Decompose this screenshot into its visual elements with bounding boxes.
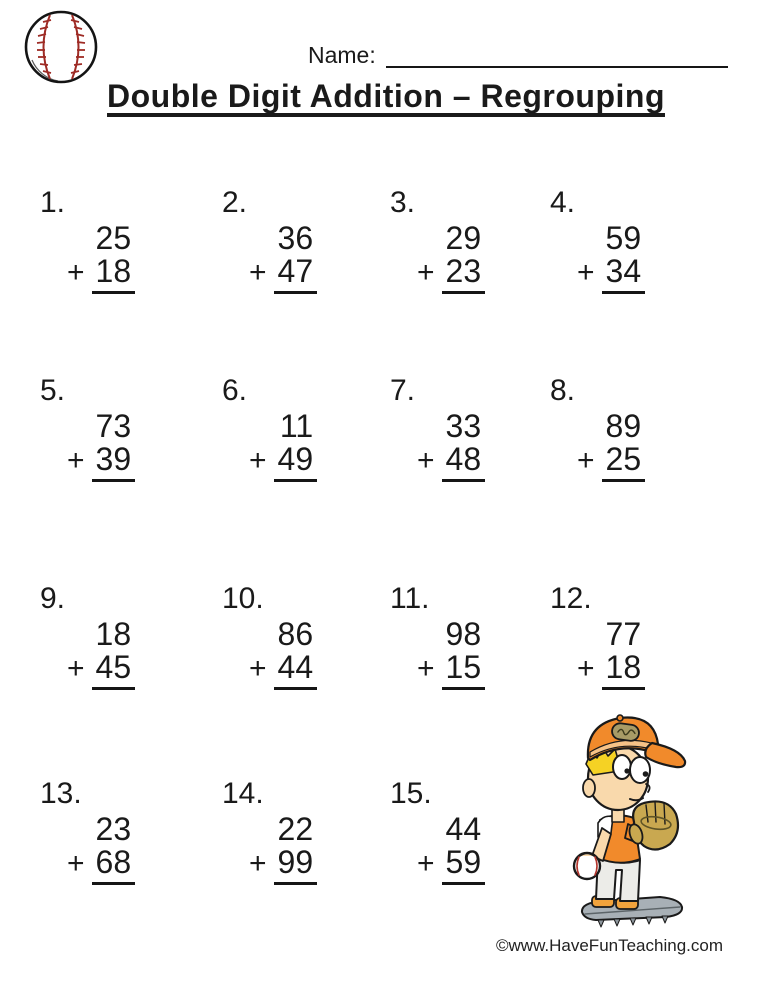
plus-sign: + — [67, 652, 85, 685]
problem-stack — [417, 410, 485, 482]
addend-bottom: 18 — [92, 255, 136, 294]
problem-number: 9. — [40, 582, 66, 615]
addend-bottom-row — [417, 255, 485, 294]
plus-sign: + — [577, 256, 595, 289]
plus-sign: + — [67, 847, 85, 880]
addend-top: 25 — [95, 220, 132, 256]
problem-cell — [546, 185, 726, 373]
problem-number: 1. — [40, 186, 66, 219]
problem-cell — [386, 373, 546, 581]
addend-bottom: 59 — [442, 846, 486, 885]
addend-bottom-row — [577, 651, 645, 690]
problem-stack — [577, 410, 645, 482]
addend-bottom-row — [67, 846, 135, 885]
addend-top: 29 — [445, 220, 482, 256]
addend-bottom-row — [249, 651, 317, 690]
addend-bottom-row — [249, 443, 317, 482]
problem-cell — [386, 776, 546, 926]
problem-number: 5. — [40, 374, 66, 407]
problem-stack — [417, 618, 485, 690]
addend-bottom: 99 — [274, 846, 318, 885]
addend-bottom: 68 — [92, 846, 136, 885]
addend-bottom-row — [67, 255, 135, 294]
name-label: Name: — [308, 42, 376, 68]
problem-stack — [67, 410, 135, 482]
addend-top: 22 — [277, 811, 314, 847]
problem-cell — [386, 581, 546, 776]
problem-number: 14. — [222, 777, 264, 810]
problem-stack — [417, 222, 485, 294]
problem-number: 11. — [390, 582, 430, 615]
problem-stack — [249, 618, 317, 690]
plus-sign: + — [417, 444, 435, 477]
addend-top: 86 — [277, 616, 314, 652]
addend-bottom-row — [577, 255, 645, 294]
problem-stack — [577, 222, 645, 294]
problem-stack — [577, 618, 645, 690]
addend-top: 18 — [95, 616, 132, 652]
problem-cell — [36, 373, 218, 581]
addend-bottom-row — [577, 443, 645, 482]
plus-sign: + — [249, 847, 267, 880]
problem-stack — [417, 813, 485, 885]
addend-bottom-row — [249, 846, 317, 885]
addend-bottom: 44 — [274, 651, 318, 690]
page-title: Double Digit Addition – Regrouping — [107, 78, 665, 114]
addend-bottom-row — [67, 443, 135, 482]
problem-stack — [67, 618, 135, 690]
addend-bottom: 18 — [602, 651, 646, 690]
addend-bottom: 48 — [442, 443, 486, 482]
problem-number: 15. — [390, 777, 432, 810]
plus-sign: + — [417, 847, 435, 880]
addend-bottom: 15 — [442, 651, 486, 690]
name-row — [308, 40, 728, 68]
name-blank-line — [386, 40, 728, 68]
addend-top: 89 — [605, 408, 642, 444]
plus-sign: + — [249, 256, 267, 289]
baseball-icon — [20, 8, 102, 88]
addend-bottom: 39 — [92, 443, 136, 482]
addend-bottom: 23 — [442, 255, 486, 294]
addend-bottom-row — [417, 846, 485, 885]
plus-sign: + — [249, 444, 267, 477]
plus-sign: + — [577, 444, 595, 477]
addend-top: 36 — [277, 220, 314, 256]
addend-bottom: 47 — [274, 255, 318, 294]
addend-bottom-row — [417, 651, 485, 690]
plus-sign: + — [67, 444, 85, 477]
problem-stack — [249, 222, 317, 294]
addend-bottom: 49 — [274, 443, 318, 482]
problem-number: 8. — [550, 374, 576, 407]
baseball-player-illustration — [568, 710, 692, 930]
addend-top: 73 — [95, 408, 132, 444]
problem-cell — [218, 185, 386, 373]
problem-stack — [67, 813, 135, 885]
problem-cell — [218, 373, 386, 581]
plus-sign: + — [417, 256, 435, 289]
problem-cell — [386, 185, 546, 373]
problem-cell — [218, 581, 386, 776]
problem-number: 7. — [390, 374, 416, 407]
problem-number: 12. — [550, 582, 592, 615]
problem-stack — [67, 222, 135, 294]
addend-bottom: 25 — [602, 443, 646, 482]
problem-cell — [36, 581, 218, 776]
addend-top: 33 — [445, 408, 482, 444]
addend-top: 23 — [95, 811, 132, 847]
problem-number: 3. — [390, 186, 416, 219]
problem-cell — [36, 185, 218, 373]
problem-number: 2. — [222, 186, 248, 219]
problem-number: 10. — [222, 582, 264, 615]
problem-stack — [249, 813, 317, 885]
plus-sign: + — [67, 256, 85, 289]
problem-cell — [546, 373, 726, 581]
addend-top: 77 — [605, 616, 642, 652]
copyright-text: ©www.HaveFunTeaching.com — [495, 936, 723, 955]
addend-bottom-row — [249, 255, 317, 294]
addend-top: 44 — [445, 811, 482, 847]
addend-bottom: 45 — [92, 651, 136, 690]
plus-sign: + — [249, 652, 267, 685]
problem-cell — [36, 776, 218, 926]
plus-sign: + — [417, 652, 435, 685]
addend-top: 11 — [279, 408, 314, 444]
problem-number: 6. — [222, 374, 248, 407]
addend-bottom: 34 — [602, 255, 646, 294]
title-wrap — [0, 78, 772, 115]
plus-sign: + — [577, 652, 595, 685]
addend-bottom-row — [67, 651, 135, 690]
problem-cell — [218, 776, 386, 926]
addend-bottom-row — [417, 443, 485, 482]
problem-number: 4. — [550, 186, 576, 219]
addend-top: 98 — [445, 616, 482, 652]
problem-stack — [249, 410, 317, 482]
problem-number: 13. — [40, 777, 82, 810]
addend-top: 59 — [605, 220, 642, 256]
